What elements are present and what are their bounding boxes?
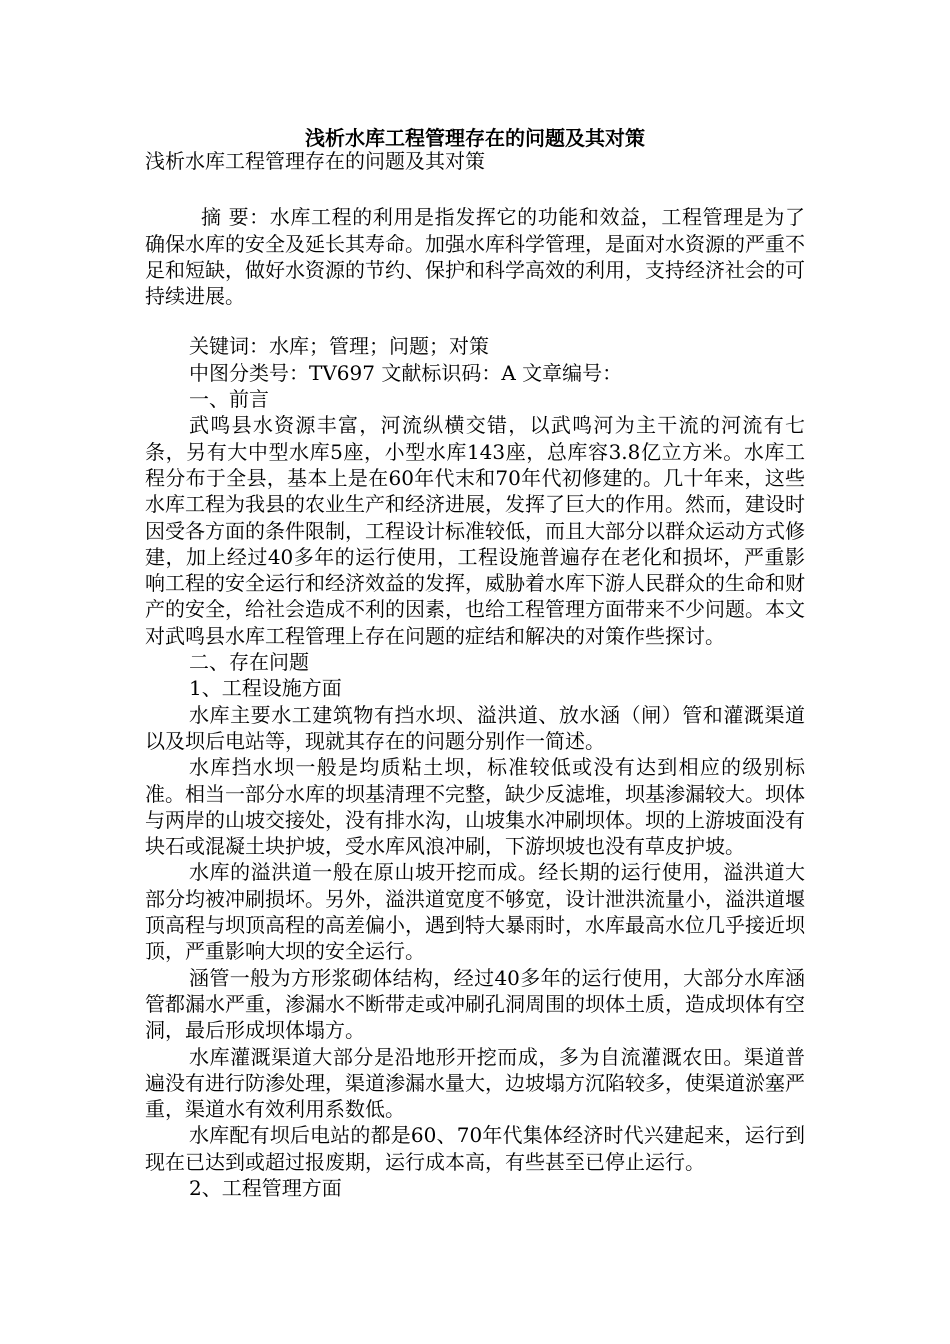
- classification-line: 中图分类号：TV697 文献标识码：A 文章编号：: [189, 360, 623, 385]
- keywords-line: 关键词：水库；管理；问题；对策: [189, 334, 489, 359]
- document-subtitle: 浅析水库工程管理存在的问题及其对策: [145, 149, 485, 173]
- section-heading-problems: 二、存在问题: [189, 650, 309, 675]
- introduction-paragraph: 武鸣县水资源丰富，河流纵横交错，以武鸣河为主干流的河流有七条，另有大中型水库5座，小型水库143座，总库容3.8亿立方米。水库工程分布于全县，基本上是在60年代末和70年代初修建的。几十年来，这些水库工程为我县的农业生产和经济进展，发挥了巨大的作用。然而，建设时因受各方面的条件限制，工程设计标准较低，而且大部分以群众运动方式修建，加上经过40多年的运行使用，工程设施普遍存在老化和损坏，严重影响工程的安全运行和经济效益的发挥，威胁着水库下游人民群众的生命和财产的安全，给社会造成不利的因素，也给工程管理方面带来不少问题。本文对武鸣县水库工程管理上存在问题的症结和解决的对策作些探讨。: [145, 413, 805, 648]
- facilities-paragraph-power-station: 水库配有坝后电站的都是60、70年代集体经济时代兴建起来，运行到现在已达到或超过报废期，运行成本高，有些甚至已停止运行。: [145, 1123, 805, 1174]
- facilities-paragraph-dam: 水库挡水坝一般是均质粘土坝，标准较低或没有达到相应的级别标准。相当一部分水库的坝基清理不完整，缺少反滤堆，坝基渗漏较大。坝体与两岸的山坡交接处，没有排水沟，山坡集水冲刷坝体。坝的上游坡面没有块石或混凝土块护坡，受水库风浪冲刷，下游坝坡也没有草皮护坡。: [145, 755, 805, 859]
- spacer: [145, 174, 805, 204]
- facilities-paragraph-canal: 水库灌溉渠道大部分是沿地形开挖而成，多为自流灌溉农田。渠道普遍没有进行防渗处理，渠道渗漏水量大，边坡塌方沉陷较多，使渠道淤塞严重，渠道水有效利用系数低。: [145, 1044, 805, 1122]
- facilities-paragraph-overview: 水库主要水工建筑物有挡水坝、溢洪道、放水涵（闸）管和灌溉渠道以及坝后电站等，现就其存在的问题分别作一简述。: [145, 702, 805, 753]
- document-body: [145, 148, 805, 1201]
- section-heading-introduction: 一、前言: [189, 387, 269, 412]
- facilities-paragraph-spillway: 水库的溢洪道一般在原山坡开挖而成。经长期的运行使用，溢洪道大部分均被冲刷损坏。另外，溢洪道宽度不够宽，设计泄洪流量小，溢洪道堰顶高程与坝顶高程的高差偏小，遇到特大暴雨时，水库最高水位几乎接近坝顶，严重影响大坝的安全运行。: [145, 860, 805, 964]
- document-title: 浅析水库工程管理存在的问题及其对策: [305, 126, 645, 150]
- facilities-paragraph-culvert: 涵管一般为方形浆砌体结构，经过40多年的运行使用，大部分水库涵管都漏水严重，渗漏水不断带走或冲刷孔洞周围的坝体土质，造成坝体有空洞，最后形成坝体塌方。: [145, 965, 805, 1043]
- subsection-heading-management: 2、工程管理方面: [189, 1175, 342, 1200]
- subsection-heading-facilities: 1、工程设施方面: [189, 676, 342, 701]
- spacer: [145, 309, 805, 333]
- abstract-paragraph: 摘 要：水库工程的利用是指发挥它的功能和效益，工程管理是为了确保水库的安全及延长其寿命。加强水库科学管理，是面对水资源的严重不足和短缺，做好水资源的节约、保护和科学高效的利用，支持经济社会的可持续进展。: [145, 205, 805, 309]
